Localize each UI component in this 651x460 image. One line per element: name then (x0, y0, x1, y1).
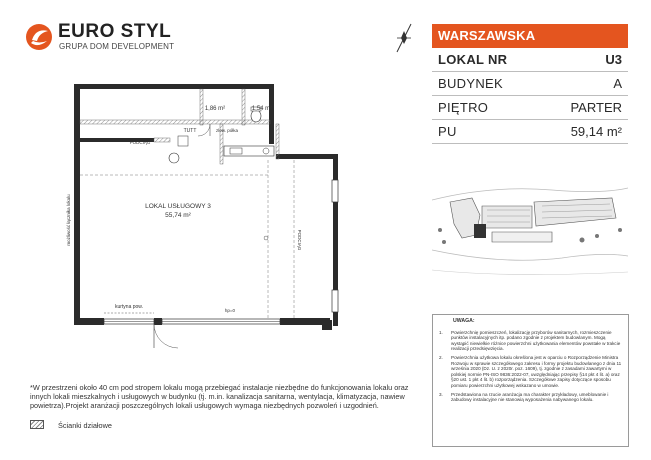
outer-wall-top (74, 84, 274, 89)
info-label: PIĘTRO (438, 100, 489, 115)
beam-label: PODCIĄG (129, 140, 151, 145)
beam-label-vertical: PODCIĄG (297, 229, 302, 251)
entrance-door-swing (154, 324, 178, 348)
partition-wall-swatch (30, 420, 44, 429)
tutt-label: TUTT (183, 128, 197, 134)
curtain-label: kurtyna pow. (114, 304, 144, 310)
north-arrow-icon (395, 22, 413, 54)
note-text: Powierzchnię pomieszczeń, lokalizację przyborów sanitarnych, rozmieszczenie punktów instalacyjnych itp. podano zgodnie z projektem budowlanym. Mogą wystąpić niewielkie różnice powierzchni użytkowania elementów powstałe w trakcie realizacji przedsięwzięcia. (451, 329, 621, 352)
floor-plan (30, 80, 430, 380)
info-row-unit (432, 48, 628, 72)
notes-box (432, 314, 629, 447)
street-name: WARSZAWSKA (432, 24, 628, 48)
note-item: 1. Powierzchnię pomieszczeń, lokalizację przyborów sanitarnych, rozmieszczenie punktów instalacyjnych itp. podano zgodnie z projektem budowlanym. Mogą wystąpić niewielkie różnice powierzchni użytkowania elementów powstałe w trakcie realizacji przedsięwzięcia. (439, 329, 621, 352)
info-value: 59,14 m² (570, 124, 622, 139)
unit-location-marker (474, 224, 486, 238)
info-row-area (432, 120, 628, 144)
brand-name: EURO STYL (58, 21, 172, 42)
euro-styl-swirl-icon (24, 22, 54, 52)
note-text: Powierzchnia użytkowa lokalu określona jest w oparciu o Rozporządzenie Ministra Rozwoju w sprawie szczegółowego zakresu i formy projektu budowlanego z dnia 11 września 2020 (Dz. U. z 2020r. poz. 1609), tj. zgodnie z zasadami zawartymi w polskiej normie PN-ISO 9836:2022-07, uwzględniając przepisy §14 pkt 4 lit. a) oraz §20 ust. 1 pkt 4 lit. b) rozporządzenia. Szczegółowe zapisy dotyczące sposobu pomiaru powierzchni użytkowej wskazano w umowie. (451, 354, 622, 388)
info-label: LOKAL NR (438, 52, 508, 67)
info-row-floor (432, 96, 628, 120)
sink-label: zlew. półka (215, 128, 239, 133)
info-label: PU (438, 124, 457, 139)
info-value: U3 (605, 52, 622, 67)
sink-icon (178, 136, 188, 146)
note-item: 2. Powierzchnia użytkowa lokalu określona jest w oparciu o Rozporządzenie Ministra Rozwoju w sprawie szczegółowego zakresu i formy projektu budowlanego z dnia 11 września 2020 (Dz. U. z 2020r. poz. 1609), tj. zgodnie z zasadami zawartymi w polskiej normie PN-ISO 9836:2022-07, uwzględniając przepisy §14 pkt 4 lit. a) oraz §20 ust. 1 pkt 4 lit. b) rozporządzenia. Szczegółowe zapisy dotyczące sposobu pomiaru powierzchni użytkowej wskazano w umowie. (439, 354, 622, 388)
room-area: 55,74 m² (165, 212, 191, 219)
unit-info-panel (432, 24, 628, 144)
notes-title: UWAGA: (453, 318, 475, 324)
toilet-icon (169, 153, 179, 163)
note-text: Przedstawiona na rzucie aranżacja ma charakter przykładowy, umeblowanie i zabudowy instalacyjne nie stanowią wyposażenia nabywanego lokalu. (451, 391, 609, 403)
room-name: LOKAL USŁUGOWY 3 (145, 203, 211, 210)
wall-label: możliwość łącznika lokalu (66, 194, 71, 246)
legend-label: Ścianki działowe (58, 421, 112, 430)
info-value: A (613, 76, 622, 91)
outer-wall-left (74, 84, 80, 324)
info-label: BUDYNEK (438, 76, 503, 91)
wc1-area: 1,86 m² (204, 106, 226, 112)
outer-wall-right-upper (269, 84, 274, 144)
door-label: hp=0 (224, 308, 236, 313)
info-row-building (432, 72, 628, 96)
footnote: *W przestrzeni około 40 cm pod stropem lokalu mogą przebiegać instalacje niezbędne do funkcjonowania lokalu oraz innych lokali mieszkalnych i usługowych w budynku (tj. m.in. kanalizacja sanitarna, wentylacja, klimatyzacja, nawiew powietrza).Projekt aranżacji poszczególnych lokali usługowych wymaga niezbędnych pozwoleń i uzgodnień. (30, 383, 409, 411)
wc2-area: 1,54 m² (251, 106, 273, 112)
info-value: PARTER (570, 100, 622, 115)
kitchen-counter (224, 146, 274, 156)
note-item: 3. Przedstawiona na rzucie aranżacja ma charakter przykładowy, umeblowanie i zabudowy instalacyjne nie stanowią wyposażenia nabywanego lokalu. (439, 392, 622, 403)
site-plan-map (432, 180, 628, 280)
brand-tagline: GRUPA DOM DEVELOPMENT (59, 42, 175, 51)
